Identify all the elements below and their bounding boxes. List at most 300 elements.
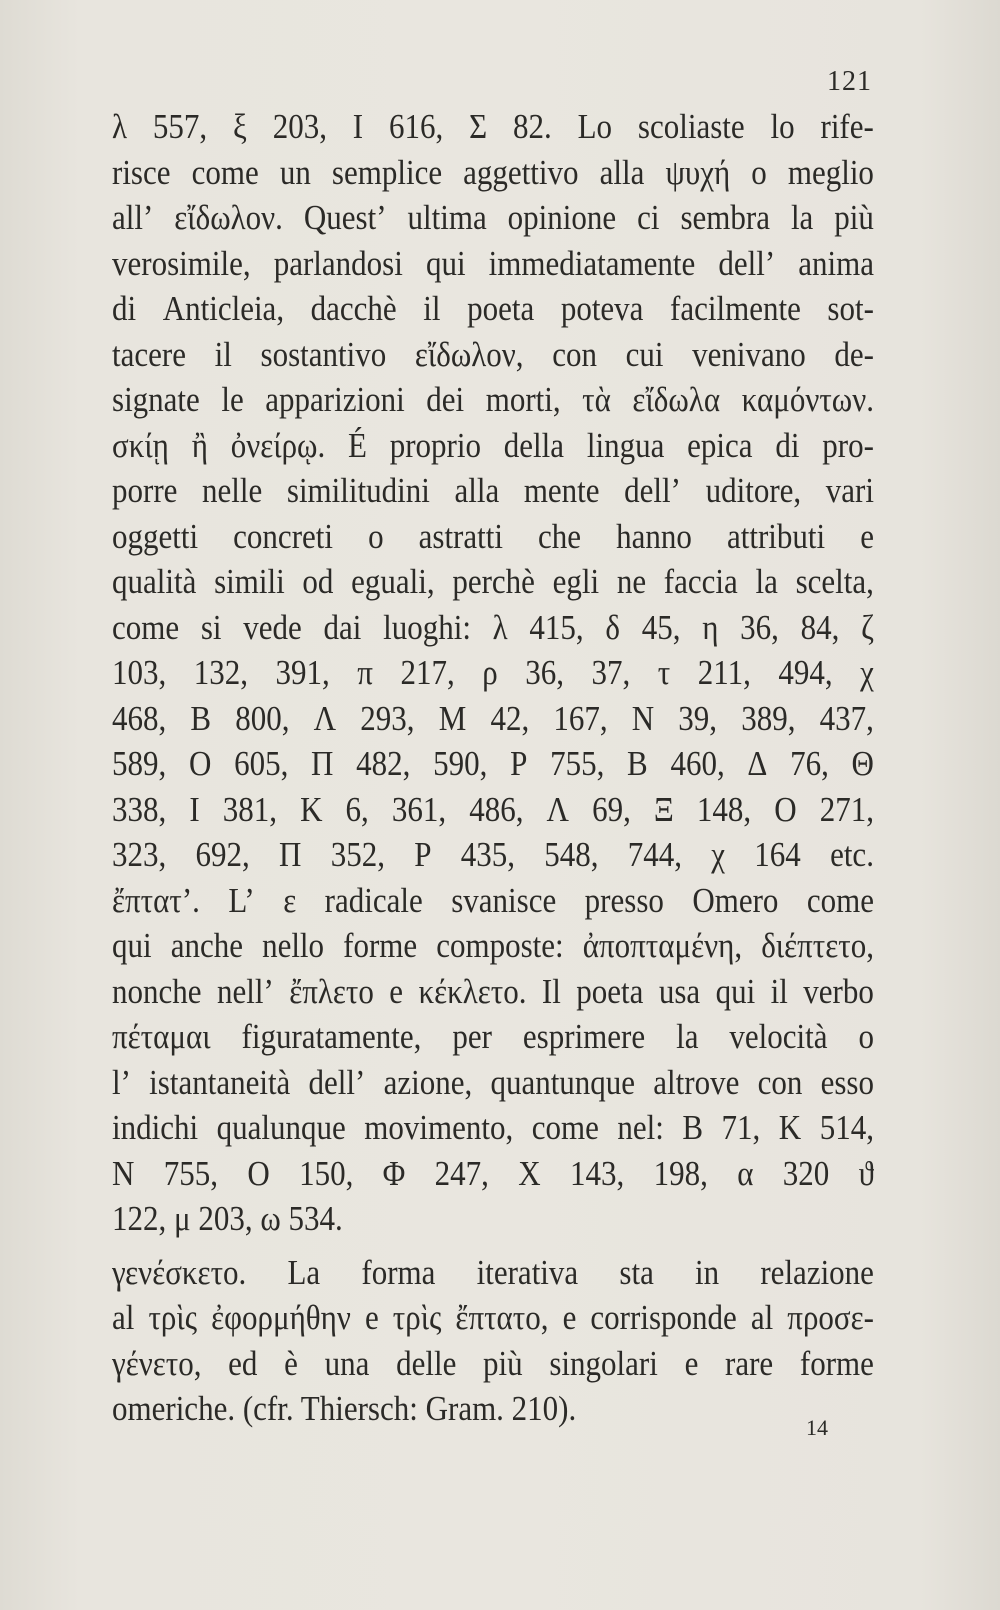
line-text <box>112 107 874 147</box>
word: ψυχή <box>665 152 731 192</box>
word: 150, <box>299 1153 354 1193</box>
text-line <box>112 1343 874 1394</box>
word: più <box>834 197 874 237</box>
word: 605, <box>234 743 289 783</box>
body-text <box>112 106 874 1440</box>
word: nonche <box>112 971 202 1011</box>
word: τ <box>657 652 671 692</box>
word: lingua <box>586 425 665 465</box>
line-text <box>112 1343 874 1383</box>
word: dell’ <box>308 1062 366 1102</box>
word: 84, <box>800 607 840 647</box>
word: poteva <box>560 288 644 328</box>
word: istantaneità <box>149 1062 291 1102</box>
word: 211, <box>697 652 751 692</box>
word: o <box>751 152 767 192</box>
word: Β <box>627 743 648 783</box>
text-line <box>112 1017 874 1068</box>
word: verbo <box>803 971 874 1011</box>
word: poeta <box>576 971 644 1011</box>
word: Φ <box>382 1153 406 1193</box>
word: 36, <box>740 607 779 647</box>
word: immediatamente <box>488 243 696 283</box>
word: nelle <box>202 470 263 510</box>
line-text <box>112 516 874 556</box>
line-text <box>112 607 874 647</box>
word: 198, <box>653 1153 708 1193</box>
word: Ξ <box>653 789 674 829</box>
word: alla <box>599 152 645 192</box>
word: É <box>348 425 367 465</box>
text-line <box>112 1153 874 1204</box>
text-line <box>112 835 874 886</box>
word: pro- <box>822 425 874 465</box>
word: Λ <box>313 698 337 738</box>
line-text <box>112 1108 874 1148</box>
word: α <box>737 1153 754 1193</box>
text-line <box>112 471 874 522</box>
word: 338, <box>112 789 167 829</box>
word: egli <box>552 561 600 601</box>
word: la <box>790 197 814 237</box>
word: Ν <box>112 1153 135 1193</box>
word: 167, <box>553 698 608 738</box>
word: sostantivo <box>260 334 387 374</box>
word: le <box>221 379 244 419</box>
word: di <box>775 425 800 465</box>
line-text <box>112 562 874 602</box>
word: Β <box>682 1107 704 1147</box>
text-line <box>112 698 874 749</box>
line-text <box>112 744 874 784</box>
word: si <box>200 607 222 647</box>
word: o <box>368 516 384 556</box>
word: il <box>423 288 441 328</box>
word: azione, <box>383 1062 473 1102</box>
word: 389, <box>741 698 796 738</box>
word: Il <box>541 971 561 1011</box>
word: dei <box>426 379 465 419</box>
word: figuratamente, <box>241 1016 422 1056</box>
word: ἢ <box>191 425 208 465</box>
word: una <box>324 1343 370 1383</box>
word: κέκλετο. <box>418 971 527 1011</box>
word: concreti <box>233 516 333 556</box>
word: porre <box>112 470 178 510</box>
word: proprio <box>389 425 481 465</box>
word: forme <box>343 925 418 965</box>
word: 755, <box>550 743 605 783</box>
word: 164 <box>754 834 801 874</box>
word: λ <box>492 607 508 647</box>
word: qui <box>715 971 756 1011</box>
word: τρὶς <box>148 1297 197 1337</box>
text-line <box>112 516 874 567</box>
word: indichi <box>112 1107 199 1147</box>
word: qualunque <box>216 1107 346 1147</box>
word: mente <box>523 470 600 510</box>
word: Ρ <box>414 834 432 874</box>
word: facilmente <box>670 288 801 328</box>
word: Ν <box>631 698 655 738</box>
word: venivano <box>692 334 806 374</box>
word: la <box>676 1016 699 1056</box>
word: al <box>750 1297 774 1337</box>
word: aggettivo <box>463 152 579 192</box>
word: 143, <box>570 1153 625 1193</box>
word: Δ <box>747 743 768 783</box>
word: nell’ <box>216 971 274 1011</box>
word: Π <box>311 743 334 783</box>
text-line <box>112 289 874 340</box>
word: faccia <box>663 561 738 601</box>
word: π <box>357 652 373 692</box>
word: Λ <box>546 789 569 829</box>
word: 589, <box>112 743 167 783</box>
word: 217, <box>400 652 455 692</box>
word: προσε- <box>787 1297 874 1337</box>
word: usa <box>658 971 701 1011</box>
word: sembra <box>680 197 770 237</box>
word: composte: <box>436 925 564 965</box>
word: quantunque <box>490 1062 636 1102</box>
word: 460, <box>670 743 725 783</box>
word: Ο <box>188 743 212 783</box>
word: 36, <box>525 652 564 692</box>
word: 42, <box>490 698 530 738</box>
word: Π <box>279 834 302 874</box>
word: sta <box>619 1252 654 1292</box>
word: 148, <box>696 789 752 829</box>
word: 468, <box>112 698 167 738</box>
word: e <box>562 1297 577 1337</box>
word: ne <box>616 561 647 601</box>
word: ἀποπταμένη, <box>582 925 743 965</box>
word: all’ <box>112 197 154 237</box>
text-line <box>112 380 874 431</box>
line-text <box>112 380 874 420</box>
word: γένετο, <box>112 1343 202 1383</box>
word: Ρ <box>510 743 528 783</box>
word: de- <box>834 334 874 374</box>
word: dai <box>323 607 362 647</box>
word: o <box>858 1016 874 1056</box>
word: 391, <box>275 652 330 692</box>
word: presso <box>584 880 664 920</box>
line-text: 122, μ 203, ω 534. <box>112 1198 343 1238</box>
word: vede <box>243 607 302 647</box>
word: εἴδωλον, <box>414 334 524 374</box>
line-text <box>112 152 874 192</box>
word: πέταμαι <box>112 1016 211 1056</box>
word: nello <box>262 925 325 965</box>
line-text <box>112 471 874 511</box>
word: 744, <box>627 834 682 874</box>
line-text <box>112 789 874 829</box>
word: 435, <box>460 834 515 874</box>
word: epica <box>687 425 753 465</box>
text-line <box>112 1252 874 1303</box>
text-line <box>112 926 874 977</box>
word: ϑ <box>858 1153 874 1193</box>
line-text <box>112 425 874 465</box>
word: η <box>702 607 719 647</box>
word: un <box>279 152 311 192</box>
word: attributi <box>726 516 826 556</box>
word: Anticleia, <box>162 288 285 328</box>
word: nel: <box>617 1107 664 1147</box>
word: 203, <box>272 106 327 146</box>
word: parlandosi <box>273 243 403 283</box>
word: ἔπτατ’. <box>112 880 200 920</box>
word: al <box>112 1297 135 1337</box>
text-line <box>112 425 874 476</box>
text-line <box>112 152 874 203</box>
word: ζ <box>861 607 874 647</box>
word: ὀνείρῳ. <box>230 425 326 465</box>
word: Θ <box>851 743 874 783</box>
word: anima <box>798 243 874 283</box>
word: 381, <box>222 789 277 829</box>
word: più <box>483 1343 523 1383</box>
word: 45, <box>641 607 681 647</box>
word: 271, <box>819 789 874 829</box>
word: e <box>364 1297 379 1337</box>
word: oggetti <box>112 516 199 556</box>
word: 247, <box>434 1153 489 1193</box>
word: λ <box>112 106 128 146</box>
word: dell’ <box>624 470 681 510</box>
word: καμόντων. <box>741 379 874 419</box>
text-line <box>112 334 874 385</box>
word: qui <box>425 243 466 283</box>
word: per <box>452 1016 492 1056</box>
word: Ι <box>189 789 200 829</box>
word: altrove <box>653 1062 740 1102</box>
word: uditore, <box>705 470 802 510</box>
word: Μ <box>438 698 467 738</box>
word: 39, <box>678 698 718 738</box>
word: 755, <box>163 1153 218 1193</box>
word: L’ <box>228 880 255 920</box>
word: 352, <box>330 834 385 874</box>
word: εἴδωλον. <box>174 197 283 237</box>
word: e <box>684 1343 699 1383</box>
word: risce <box>112 152 171 192</box>
word: lo <box>770 106 795 146</box>
word: di <box>112 288 137 328</box>
word: 494, <box>778 652 833 692</box>
word: qualità <box>112 561 197 601</box>
line-text <box>112 198 874 238</box>
word: ultima <box>407 197 487 237</box>
line-text <box>112 835 874 875</box>
word: 415, <box>529 607 584 647</box>
word: svanisce <box>451 880 557 920</box>
word: 69, <box>592 789 631 829</box>
word: come <box>531 1107 599 1147</box>
word: Κ <box>300 789 323 829</box>
word: esprimere <box>522 1016 646 1056</box>
word: dell’ <box>718 243 776 283</box>
word: ἔπτατο, <box>455 1297 549 1337</box>
line-text <box>112 653 874 693</box>
word: meglio <box>787 152 874 192</box>
word: qui <box>112 925 152 965</box>
word: perchè <box>452 561 535 601</box>
line-text <box>112 289 874 329</box>
word: scoliaste <box>637 106 745 146</box>
word: luoghi: <box>383 607 471 647</box>
word: rife- <box>820 106 874 146</box>
word: alla <box>454 470 500 510</box>
word: in <box>695 1252 720 1292</box>
signature-mark: 14 <box>806 1415 828 1440</box>
text-line <box>112 198 874 249</box>
word: la <box>755 561 778 601</box>
word: similitudini <box>286 470 430 510</box>
word: od <box>302 561 334 601</box>
line-text <box>112 1298 874 1338</box>
word: χ <box>711 834 726 874</box>
word: ε <box>283 880 297 920</box>
line-text: omeriche. (cfr. Thiersch: Gram. 210). <box>112 1388 577 1428</box>
word: opinione <box>507 197 617 237</box>
word: ρ <box>482 652 498 692</box>
word: singolari <box>549 1343 658 1383</box>
word: τρὶς <box>392 1297 442 1337</box>
word: 590, <box>433 743 488 783</box>
line-text <box>112 1017 874 1057</box>
text-line <box>112 653 874 704</box>
word: 320 <box>782 1153 830 1193</box>
word: Σ <box>469 106 488 146</box>
word: apparizioni <box>265 379 405 419</box>
word: anche <box>170 925 243 965</box>
word: 132, <box>193 652 249 692</box>
word: 800, <box>235 698 290 738</box>
line-text <box>112 1252 874 1292</box>
word: simili <box>214 561 285 601</box>
word: 37, <box>591 652 631 692</box>
text-line <box>112 1389 874 1440</box>
word: 293, <box>360 698 415 738</box>
word: come <box>191 152 259 192</box>
word: forma <box>361 1252 436 1292</box>
text-line <box>112 1108 874 1159</box>
line-text <box>112 1062 874 1102</box>
word: τὰ <box>582 379 611 419</box>
text-line <box>112 744 874 795</box>
word: verosimile, <box>112 243 251 283</box>
word: 514, <box>819 1107 874 1147</box>
word: e <box>389 971 404 1011</box>
word: 361, <box>391 789 447 829</box>
word: 82. <box>513 106 552 146</box>
text-line <box>112 789 874 840</box>
word: semplice <box>331 152 443 192</box>
word: ἐφορμήθην <box>211 1297 351 1337</box>
word: 486, <box>469 789 524 829</box>
word: σκίῃ <box>112 425 169 465</box>
line-text <box>112 926 874 966</box>
text-line <box>112 1199 874 1250</box>
word: sot- <box>827 288 874 328</box>
word: 616, <box>388 106 444 146</box>
word: χ <box>860 652 874 692</box>
word: signate <box>112 379 200 419</box>
word: Ι <box>352 106 364 146</box>
word: Β <box>190 698 212 738</box>
text-line <box>112 243 874 294</box>
word: διέπτετο, <box>761 925 874 965</box>
word: 692, <box>195 834 250 874</box>
line-text <box>112 971 874 1011</box>
word: 548, <box>544 834 599 874</box>
word: scelta, <box>795 561 874 601</box>
word: delle <box>396 1343 457 1383</box>
word: 437, <box>819 698 874 738</box>
line-text <box>112 243 874 283</box>
word: corrisponde <box>590 1297 737 1337</box>
word: il <box>770 971 788 1011</box>
word: Ο <box>774 789 797 829</box>
word: Χ <box>518 1153 541 1193</box>
word: eguali, <box>351 561 435 601</box>
word: 103, <box>112 652 167 692</box>
word: γενέσκετο. <box>112 1252 247 1292</box>
word: 71, <box>721 1107 761 1147</box>
word: e <box>860 516 874 556</box>
text-line <box>112 1298 874 1349</box>
word: vari <box>825 470 874 510</box>
word: δ <box>605 607 620 647</box>
word: è <box>284 1343 298 1383</box>
word: astratti <box>418 516 503 556</box>
text-line <box>112 880 874 931</box>
word: esso <box>820 1062 874 1102</box>
word: Quest’ <box>303 197 387 237</box>
word: relazione <box>760 1252 874 1292</box>
word: Κ <box>778 1107 802 1147</box>
word: il <box>214 334 232 374</box>
line-text <box>112 334 874 374</box>
word: con <box>552 334 597 374</box>
word: cui <box>625 334 664 374</box>
word: ἔπλετο <box>289 971 374 1011</box>
word: con <box>757 1062 803 1102</box>
word: ed <box>228 1343 258 1383</box>
word: La <box>287 1252 321 1292</box>
word: poeta <box>467 288 535 328</box>
word: 482, <box>356 743 411 783</box>
word: hanno <box>616 516 692 556</box>
word: ci <box>637 197 660 237</box>
text-line <box>112 607 874 658</box>
text-line <box>112 971 874 1022</box>
text-line <box>112 107 874 158</box>
word: l’ <box>112 1062 131 1102</box>
word: che <box>538 516 582 556</box>
word: etc. <box>830 834 874 874</box>
word: iterativa <box>476 1252 579 1292</box>
word: εἴδωλα <box>632 379 721 419</box>
word: tacere <box>112 334 186 374</box>
line-text <box>112 698 874 738</box>
word: Omero <box>692 880 779 920</box>
word: rare <box>725 1343 774 1383</box>
word: 6, <box>345 789 369 829</box>
